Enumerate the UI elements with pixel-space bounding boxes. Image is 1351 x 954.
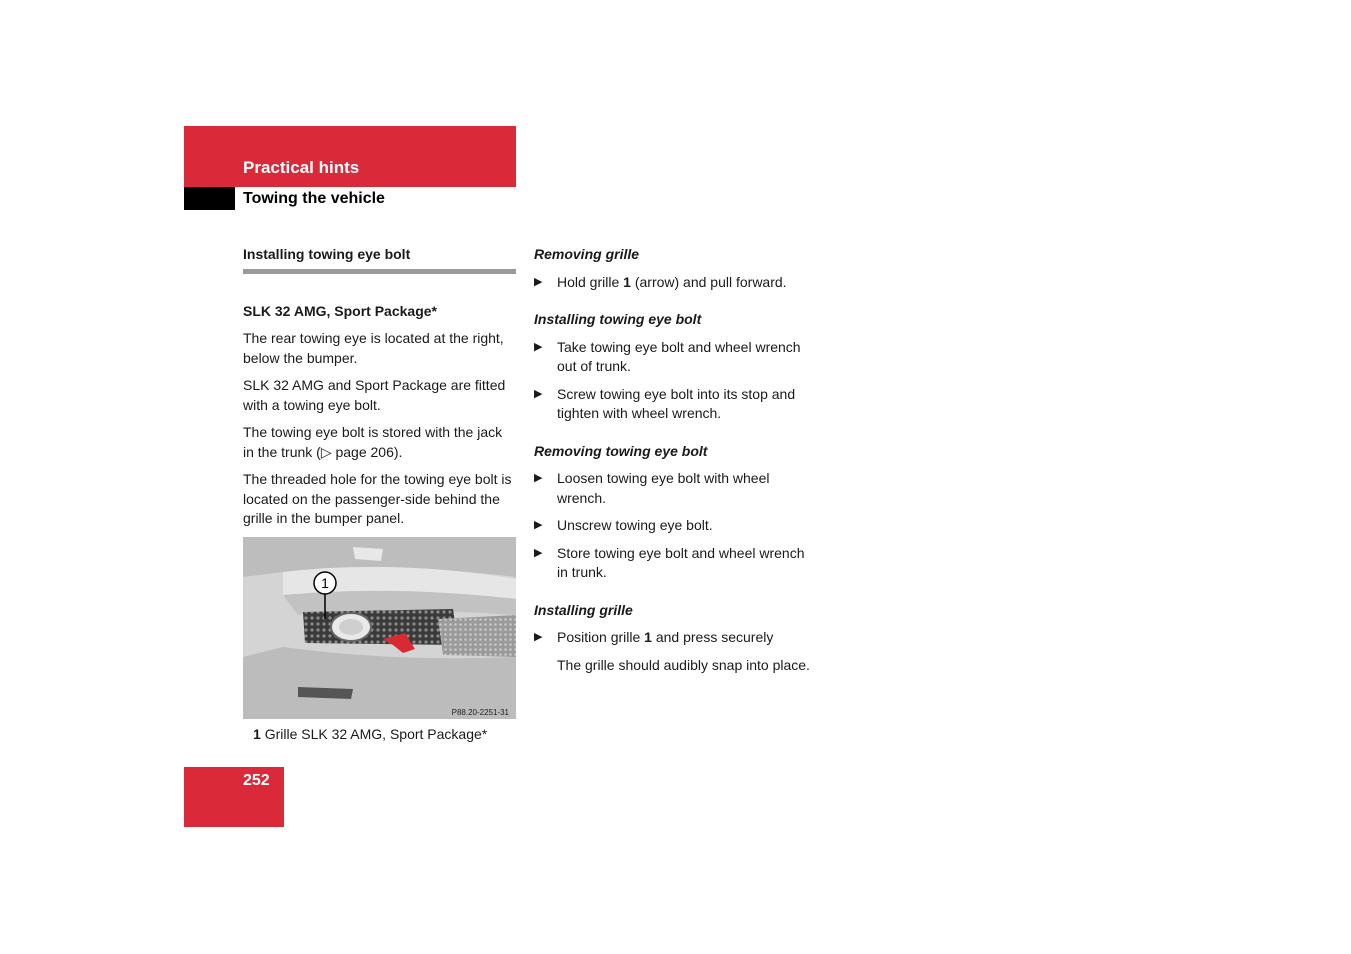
step: [534, 516, 814, 536]
bullet-icon: ▶: [534, 546, 543, 559]
header-marker: [184, 187, 235, 210]
step-text: (arrow) and pull forward.: [630, 273, 787, 290]
bullet-icon: ▶: [534, 631, 543, 643]
removing-grille-heading: Removing grille: [534, 246, 640, 262]
bullet-icon: ▶: [534, 340, 543, 353]
bullet-icon: ▶: [534, 275, 543, 288]
step-text: Loosen towing eye bolt with wheel wrench.: [557, 470, 770, 506]
caption-text: Grille SLK 32 AMG, Sport Package*: [264, 725, 488, 742]
installing-towing-eye-bolt-heading: Installing towing eye bolt: [243, 245, 516, 274]
step-note: The grille should audibly snap into place.: [557, 656, 810, 673]
step-text: Position grille: [557, 629, 645, 645]
paragraph: The towing eye bolt is stored with the jack in the trunk (▷ page 206).: [243, 424, 503, 460]
step-text: Screw towing eye bolt into its stop and tighten with wheel wrench.: [557, 385, 796, 421]
paragraph: The rear towing eye is located at the right, below the bumper.: [243, 330, 504, 366]
step: [534, 338, 814, 377]
step-text: Take towing eye bolt and wheel wrench out of trunk.: [557, 338, 801, 374]
right-column: [534, 245, 814, 675]
left-column: [243, 245, 516, 744]
bullet-icon: ▶: [534, 472, 543, 484]
model-line: SLK 32 AMG, Sport Package*: [243, 302, 437, 319]
step: [534, 273, 814, 293]
section-title: Practical hints: [243, 158, 360, 177]
figure-caption: [243, 725, 516, 745]
figure-callout: 1: [321, 574, 329, 591]
caption-number: 1: [253, 725, 261, 742]
step: [534, 469, 814, 508]
figure-code: P88.20-2251-31: [451, 707, 509, 717]
step: [534, 385, 814, 424]
bumper-illustration: [243, 537, 516, 719]
grille-figure: [243, 537, 516, 719]
step-text: Store towing eye bolt and wheel wrench in trunk.: [557, 544, 805, 580]
installing-eye-bolt-heading: Installing towing eye bolt: [534, 311, 702, 327]
step: [534, 544, 814, 583]
paragraph: The threaded hole for the towing eye bolt is located on the passenger-side behind the grille in the bumper panel.: [243, 471, 512, 526]
removing-eye-bolt-heading: Removing towing eye bolt: [534, 442, 708, 459]
paragraph: SLK 32 AMG and Sport Package are fitted with a towing eye bolt.: [243, 377, 506, 413]
bullet-icon: ▶: [534, 387, 543, 400]
bullet-icon: ▶: [534, 519, 543, 531]
step-ref: 1: [623, 273, 631, 290]
step-text: Unscrew towing eye bolt.: [557, 517, 713, 533]
step: [534, 628, 814, 648]
installing-grille-heading: Installing grille: [534, 601, 633, 618]
subsection-title: Towing the vehicle: [243, 190, 385, 207]
page-number: 252: [243, 772, 270, 789]
step-text: Hold grille: [557, 273, 624, 290]
step-text: and press securely: [651, 629, 774, 645]
step-ref: 1: [644, 629, 652, 645]
